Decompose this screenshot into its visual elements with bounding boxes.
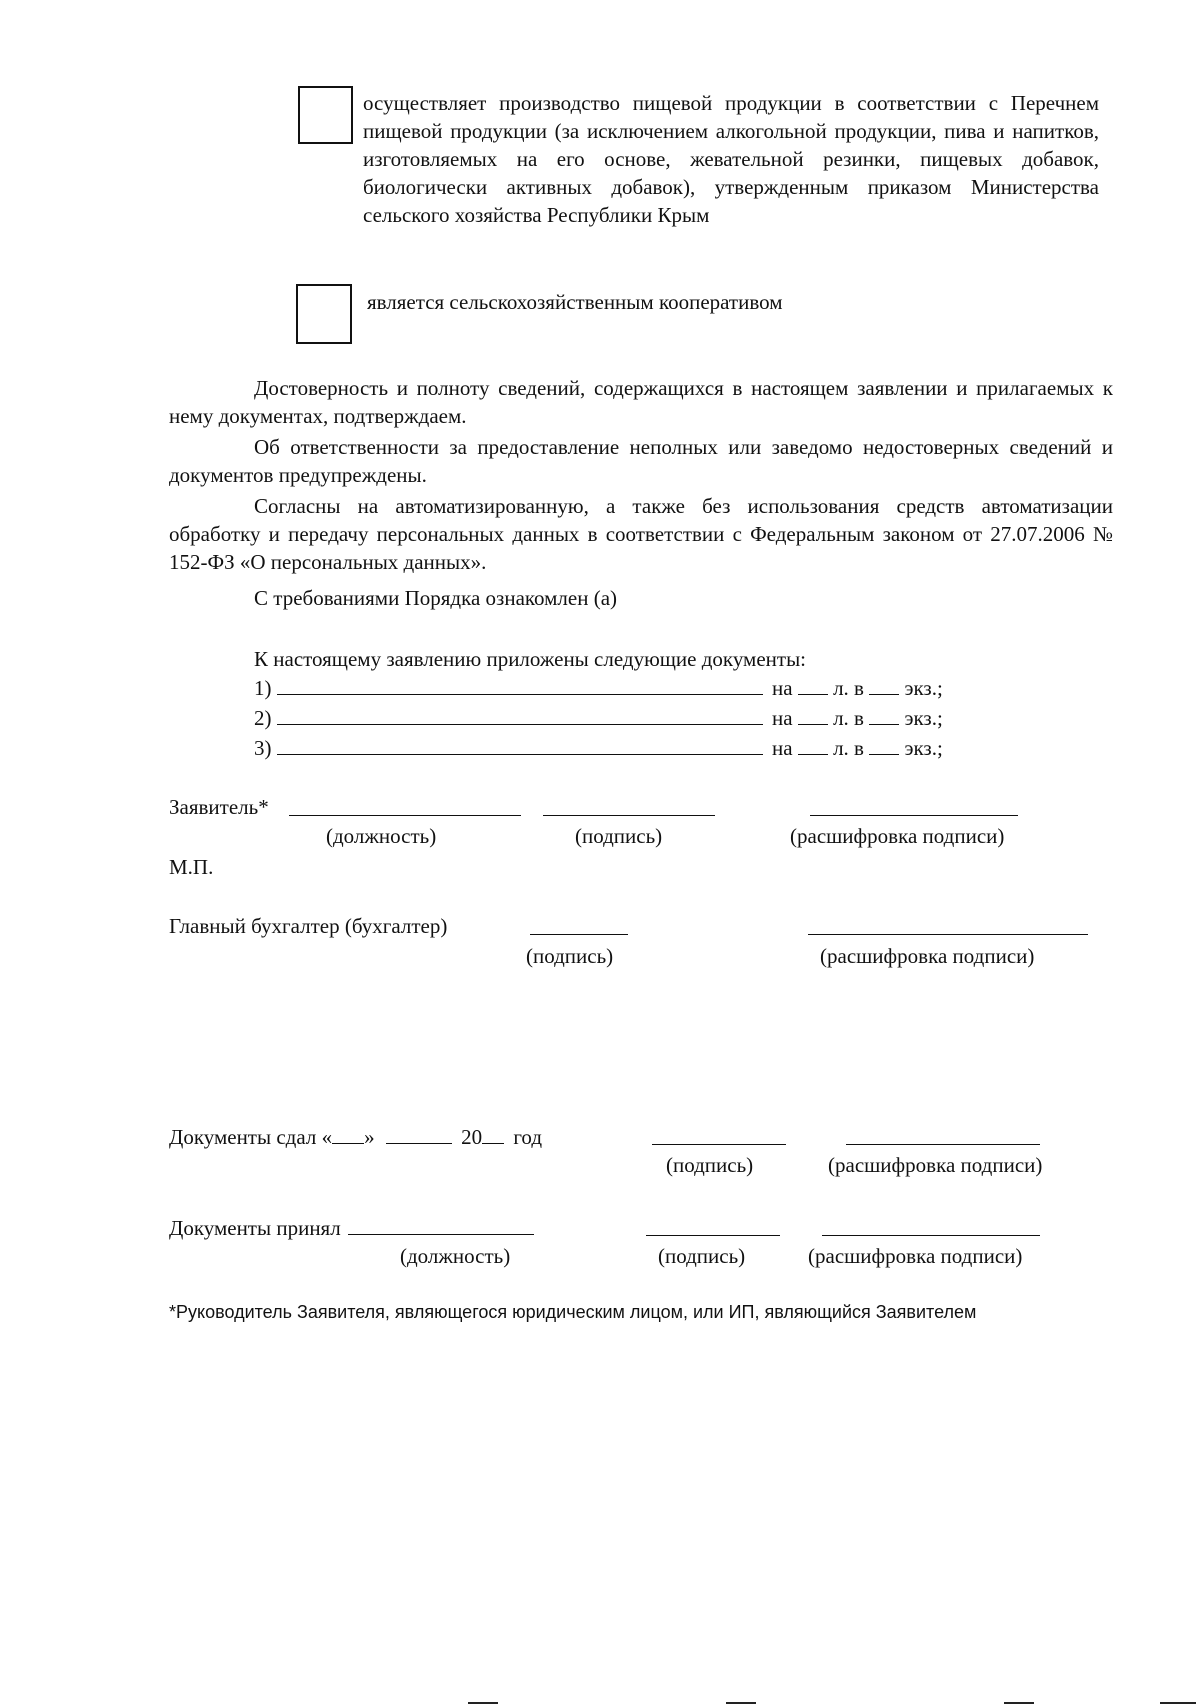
attachment-sheets-field[interactable] xyxy=(798,703,828,725)
accountant-signature-field[interactable] xyxy=(530,934,628,935)
submitted-year-field[interactable] xyxy=(482,1122,504,1144)
submitted-day-field[interactable] xyxy=(332,1122,364,1144)
submitted-signature-caption: (подпись) xyxy=(666,1153,754,1177)
submitted-decoding-field[interactable] xyxy=(846,1144,1040,1145)
attachment-copies-field[interactable] xyxy=(869,733,899,755)
accountant-label: Главный бухгалтер (бухгалтер) xyxy=(169,914,448,938)
accepted-position-caption: (должность) xyxy=(400,1244,511,1268)
declaration-reliability: Достоверность и полноту сведений, содержащихся в настоящем заявлении и прилагаемых к нему документах, подтверждаем. xyxy=(169,376,1113,428)
accepted-row xyxy=(169,1213,534,1242)
submitted-label: Документы сдал « xyxy=(169,1125,333,1149)
declaration-procedure: С требованиями Порядка ознакомлен (а) xyxy=(254,586,618,610)
attachment-copies-label: экз.; xyxy=(904,706,943,730)
submitted-year-prefix: 20 xyxy=(461,1125,483,1149)
applicant-decoding-caption: (расшифровка подписи) xyxy=(790,824,1005,848)
submitted-year-word: год xyxy=(513,1125,542,1149)
submitted-row xyxy=(169,1122,542,1151)
attachment-sheets-label: л. в xyxy=(833,676,864,700)
stamp-place-label: М.П. xyxy=(169,855,214,879)
scan-artifact-line xyxy=(1004,1702,1034,1704)
applicant-label: Заявитель* xyxy=(169,795,269,819)
applicant-decoding-field[interactable] xyxy=(810,815,1018,816)
footnote: *Руководитель Заявителя, являющегося юридическим лицом, или ИП, являющийся Заявителем xyxy=(169,1302,977,1322)
attachment-row xyxy=(254,673,943,702)
accepted-decoding-caption: (расшифровка подписи) xyxy=(808,1244,1023,1268)
submitted-quote-close: » xyxy=(364,1125,375,1149)
attachment-number: 2) xyxy=(254,706,272,730)
option1-text: осуществляет производство пищевой продукции в соответствии с Перечнем пищевой продукции (за исключением алкогольной продукции, пива и напитков, изготовляемых на его основе, жевательной резинки, пищевых добавок, биологически активных добавок), утвержденным приказом Министерства сельского хозяйства Республики Крым xyxy=(363,91,1099,227)
attachment-row xyxy=(254,703,943,732)
submitted-decoding-caption: (расшифровка подписи) xyxy=(828,1153,1043,1177)
attachment-on-label: на xyxy=(772,736,793,760)
accountant-signature-caption: (подпись) xyxy=(526,944,614,968)
attachment-on-label: на xyxy=(772,676,793,700)
applicant-position-field[interactable] xyxy=(289,815,521,816)
accountant-decoding-field[interactable] xyxy=(808,934,1088,935)
declaration-responsibility: Об ответственности за предоставление неполных или заведомо недостоверных сведений и документов предупреждены. xyxy=(169,435,1113,487)
attachment-sheets-label: л. в xyxy=(833,736,864,760)
accepted-signature-field[interactable] xyxy=(646,1235,780,1236)
attachments-intro: К настоящему заявлению приложены следующие документы: xyxy=(254,647,807,671)
applicant-position-caption: (должность) xyxy=(326,824,437,848)
attachment-copies-label: экз.; xyxy=(904,676,943,700)
attachment-sheets-label: л. в xyxy=(833,706,864,730)
scan-artifact-line xyxy=(1160,1702,1196,1704)
option2-checkbox[interactable] xyxy=(296,284,352,344)
accepted-position-field[interactable] xyxy=(348,1213,534,1235)
attachment-name-field[interactable] xyxy=(277,673,763,695)
attachment-name-field[interactable] xyxy=(277,703,763,725)
attachment-sheets-field[interactable] xyxy=(798,673,828,695)
submitted-month-field[interactable] xyxy=(386,1122,452,1144)
attachment-number: 1) xyxy=(254,676,272,700)
submitted-signature-field[interactable] xyxy=(652,1144,786,1145)
declaration-personal-data: Согласны на автоматизированную, а также без использования средств автоматизации обработку и передачу персональных данных в соответствии с Федеральным законом от 27.07.2006 № 152-ФЗ «О персональных данных». xyxy=(169,494,1113,574)
option2-text: является сельскохозяйственным кооперативом xyxy=(367,290,783,314)
applicant-signature-field[interactable] xyxy=(543,815,715,816)
attachment-on-label: на xyxy=(772,706,793,730)
accepted-decoding-field[interactable] xyxy=(822,1235,1040,1236)
attachment-copies-label: экз.; xyxy=(904,736,943,760)
applicant-signature-caption: (подпись) xyxy=(575,824,663,848)
accountant-decoding-caption: (расшифровка подписи) xyxy=(820,944,1035,968)
accepted-label: Документы принял xyxy=(169,1216,341,1240)
attachment-number: 3) xyxy=(254,736,272,760)
accepted-signature-caption: (подпись) xyxy=(658,1244,746,1268)
attachment-name-field[interactable] xyxy=(277,733,763,755)
option1-checkbox[interactable] xyxy=(298,86,353,144)
attachment-copies-field[interactable] xyxy=(869,673,899,695)
attachment-sheets-field[interactable] xyxy=(798,733,828,755)
scan-artifact-line xyxy=(468,1702,498,1704)
attachment-row xyxy=(254,733,943,762)
attachment-copies-field[interactable] xyxy=(869,703,899,725)
scan-artifact-line xyxy=(726,1702,756,1704)
